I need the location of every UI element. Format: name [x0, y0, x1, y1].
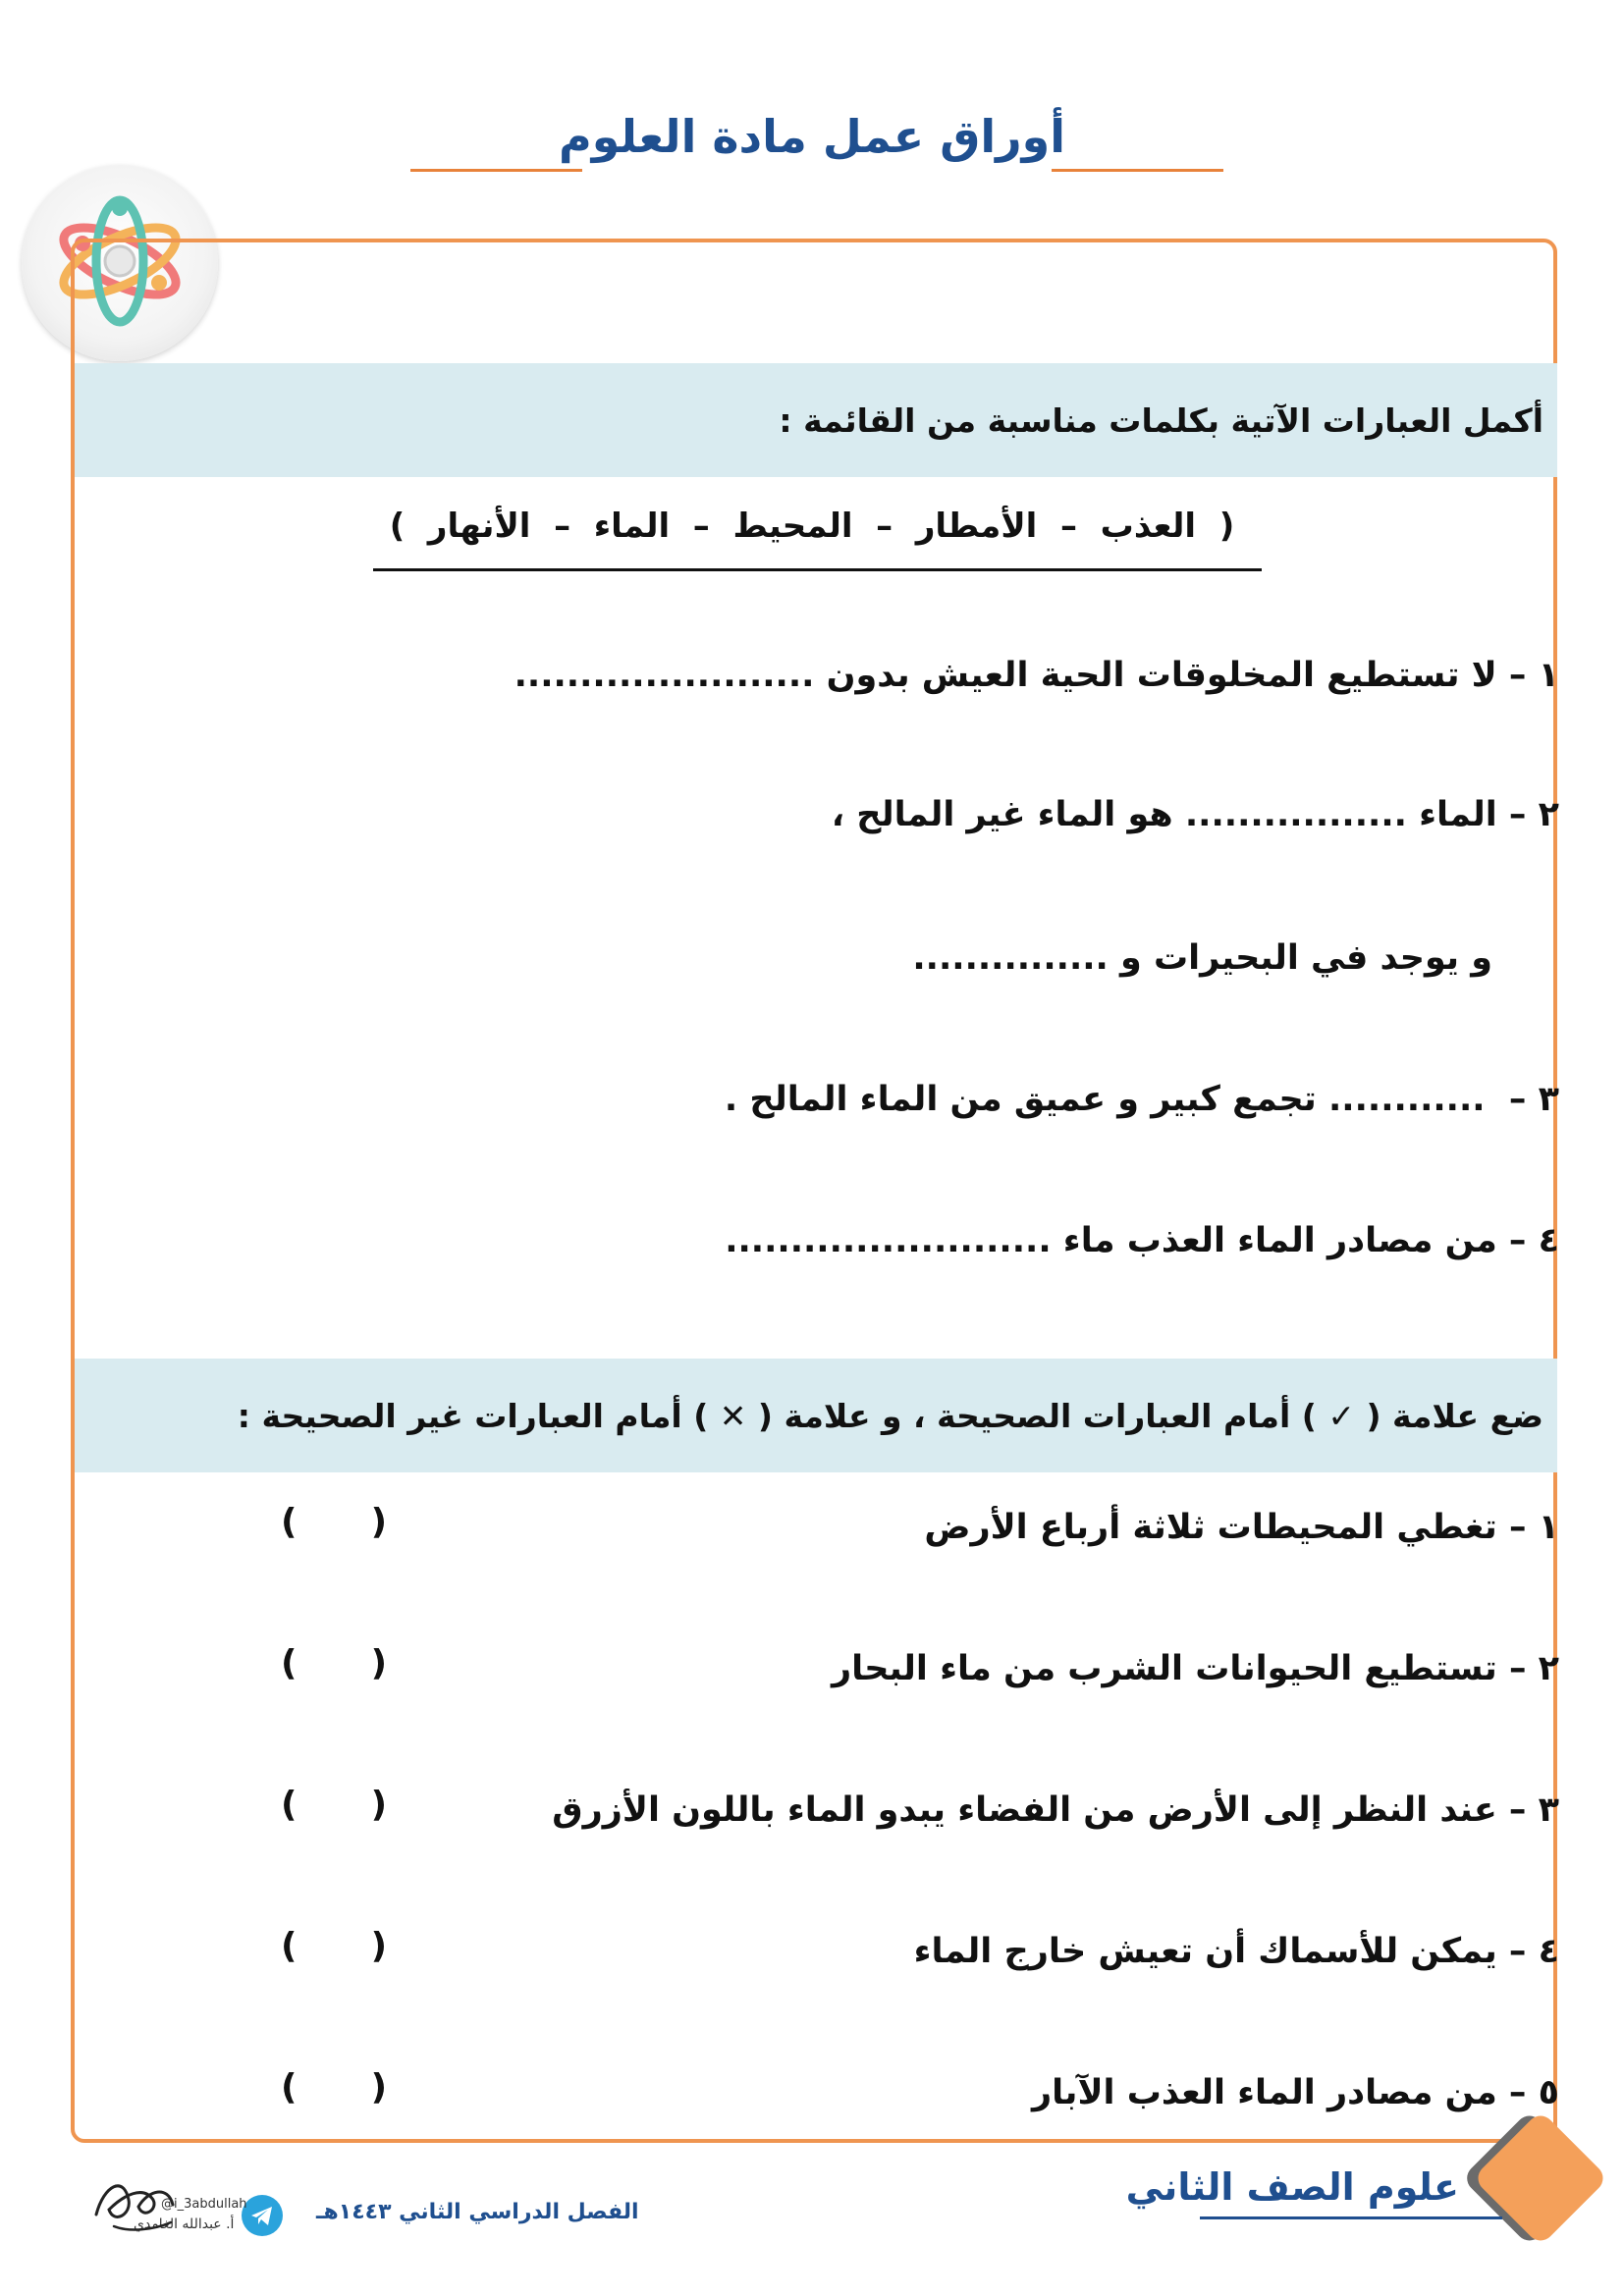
- fill-question-2-continued: و يوجد في البحيرات و ...............: [912, 938, 1492, 978]
- tf-answer-box-2[interactable]: ( ): [281, 1643, 388, 1683]
- fill-question-1: ١ – لا تستطيع المخلوقات الحية العيش بدون .......................: [514, 656, 1559, 695]
- fill-question-3: ٣ – ............ تجمع كبير و عميق من الماء المالح .: [724, 1080, 1559, 1119]
- footer-grade: علوم الصف الثاني: [1125, 2165, 1459, 2209]
- tf-question-3: ٣ – عند النظر إلى الأرض من الفضاء يبدو الماء باللون الأزرق: [552, 1790, 1559, 1830]
- tf-answer-box-1[interactable]: ( ): [281, 1502, 388, 1542]
- section1-instruction-band: [75, 363, 1557, 477]
- title-rule-left: [410, 169, 582, 172]
- tf-answer-box-5[interactable]: ( ): [281, 2067, 388, 2108]
- word-bank-underline: [373, 568, 1262, 571]
- page-title: أوراق عمل مادة العلوم: [559, 110, 1065, 163]
- tf-question-5: ٥ – من مصادر الماء العذب الآبار: [1032, 2073, 1559, 2112]
- title-rule-right: [1052, 169, 1223, 172]
- author-name: أ. عبدالله الغامدي: [134, 2216, 235, 2232]
- footer-underline: [1200, 2216, 1502, 2219]
- section1-instruction: أكمل العبارات الآتية بكلمات مناسبة من القائمة :: [779, 400, 1543, 440]
- fill-question-2: ٢ – الماء ................. هو الماء غير المالح ،: [831, 795, 1559, 834]
- section2-instruction-band: [75, 1359, 1557, 1472]
- tf-question-1: ١ – تغطي المحيطات ثلاثة أرباع الأرض: [924, 1508, 1559, 1547]
- telegram-handle[interactable]: @i_3abdullah: [161, 2197, 247, 2212]
- tf-answer-box-4[interactable]: ( ): [281, 1926, 388, 1966]
- footer-term: الفصل الدراسي الثاني ١٤٤٣هـ: [316, 2200, 639, 2224]
- section2-instruction: ضع علامة ( ✓ ) أمام العبارات الصحيحة ، و علامة ( ✕ ) أمام العبارات غير الصحيحة :: [237, 1396, 1543, 1435]
- word-bank: ( العذب – الأمطار – المحيط – الماء – الأنهار ): [389, 507, 1235, 546]
- tf-answer-box-3[interactable]: ( ): [281, 1785, 388, 1825]
- fill-question-4: ٤ – من مصادر الماء العذب ماء .........................: [725, 1221, 1559, 1260]
- signature-icon: [84, 2156, 183, 2244]
- tf-question-4: ٤ – يمكن للأسماك أن تعيش خارج الماء: [913, 1932, 1559, 1971]
- telegram-icon[interactable]: [242, 2195, 283, 2236]
- tf-question-2: ٢ – تستطيع الحيوانات الشرب من ماء البحار: [831, 1649, 1559, 1688]
